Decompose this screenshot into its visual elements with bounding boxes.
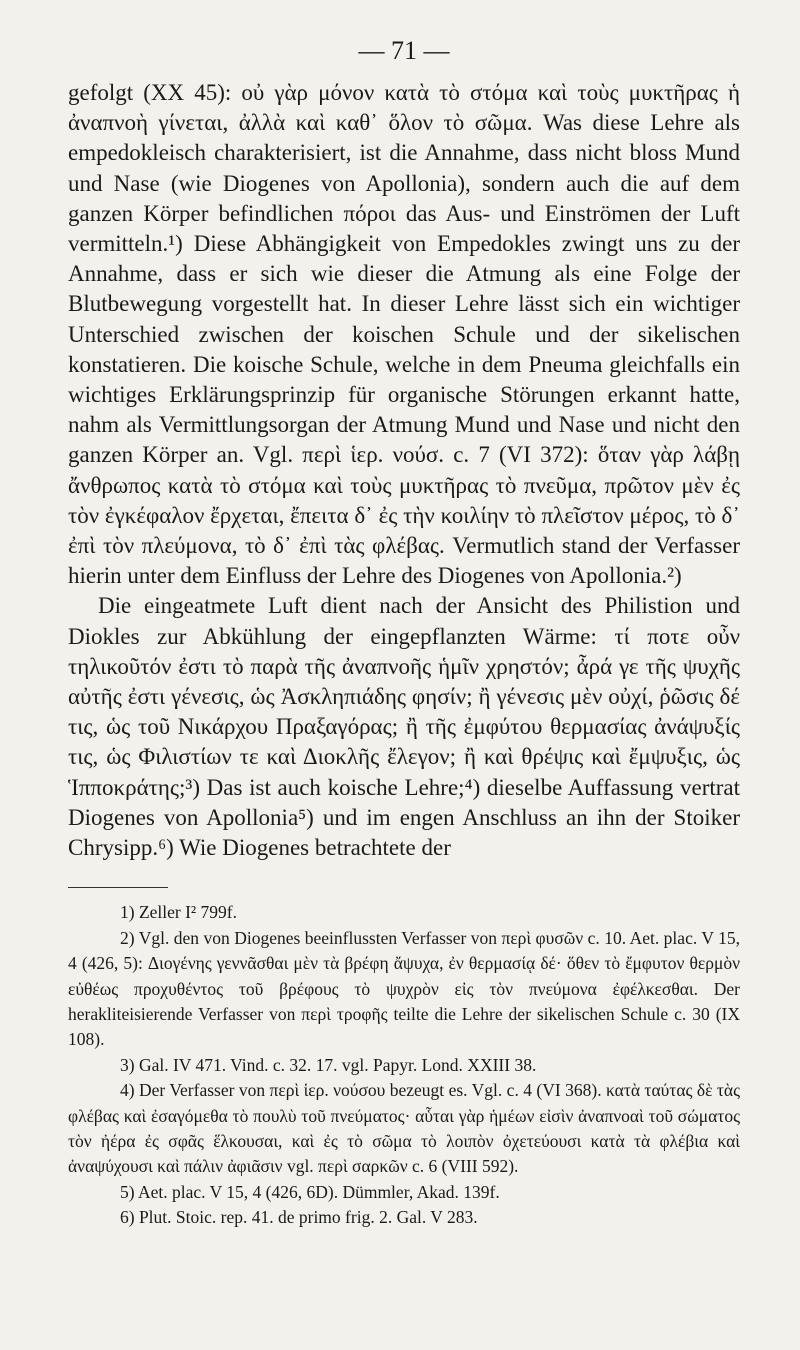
footnote-5: 5) Aet. plac. V 15, 4 (426, 6D). Dümmler, Akad. 139f. (120, 1181, 500, 1202)
footnote-divider (68, 887, 168, 888)
footnote-2: 2) Vgl. den von Diogenes beeinflussten Verfasser von περὶ φυσῶν c. 10. Aet. plac. V 15, 4 (426, 5): Διογένης γεννᾶσθαι μὲν τὰ βρέφη ἄψυχα, ἐν θερμασίᾳ δέ· ὅθεν τὸ ἔμφυτον θερμὸν εὐθέως προχυθέντος τοῦ βρέφους τὸ ψυχρὸν εἰς τὸν πνεύμονα ἐφέλκεσθαι. Der herakliteisierende Verfasser von περὶ τροφῆς teilte die Lehre der sikelischen Schule c. 30 (IX 108). (68, 927, 740, 1050)
footnote-4: 4) Der Verfasser von περὶ ἱερ. νούσου bezeugt es. Vgl. c. 4 (VI 368). κατὰ ταύτας δὲ τὰς φλέβας καὶ ἐσαγόμεθα τὸ πουλὺ τοῦ πνεύματος· αὗται γὰρ ἡμέων εἰσὶν ἀναπνοαὶ τοῦ σώματος τὸν ἠέρα ἐς σφᾶς ἕλκουσαι, καὶ ἐς τὸ σῶμα τὸ λοιπὸν ὀχετεύουσι κατὰ τὰ φλέβια καὶ ἀναψύχουσι καὶ πάλιν ἀφιᾶσιν vgl. περὶ σαρκῶν c. 6 (VIII 592). (68, 1080, 740, 1177)
paragraph-2: Die eingeatmete Luft dient nach der Ansicht des Philistion und Diokles zur Abkühlung der eingepflanzten Wärme: τί ποτε οὖν τηλικοῦτόν ἐστι τὸ παρὰ τῆς ἀναπνοῆς ἡμῖν χρηστόν; ἆρά γε τῆς ψυχῆς αὐτῆς ἐστι γένεσις, ὡς Ἀσκληπιάδης φησίν; ἢ γένεσις μὲν οὐχί, ῥῶσις δέ τις, ὡς τοῦ Νικάρχου Πραξαγόρας; ἢ τῆς ἐμφύτου θερμασίας ἀνάψυξίς τις, ὡς Φιλιστίων τε καὶ Διοκλῆς ἔλεγον; ἢ καὶ θρέψις καὶ ἔμψυξις, ὡς Ἱπποκράτης;³) Das ist auch koische Lehre;⁴) dieselbe Auffassung vertrat Diogenes von Apollonia⁵) und im engen Anschluss an ihn der Stoiker Chrysipp.⁶) Wie Diogenes betrachtete der (68, 593, 740, 861)
footnote-1: 1) Zeller I² 799f. (120, 902, 238, 923)
main-text (68, 78, 740, 863)
footnotes (68, 900, 740, 1230)
page-number: — 71 — (358, 36, 450, 65)
footnote-3: 3) Gal. IV 471. Vind. c. 32. 17. vgl. Papyr. Lond. XXIII 38. (120, 1054, 537, 1075)
paragraph-1: gefolgt (XX 45): οὐ γὰρ μόνον κατὰ τὸ στόμα καὶ τοὺς μυκτῆρας ἡ ἀναπνοὴ γίνεται, ἀλλὰ καὶ καθ᾽ ὅλον τὸ σῶμα. Was diese Lehre als empedokleisch charakterisiert, ist die Annahme, dass nicht bloss Mund und Nase (wie Diogenes von Apollonia), sondern auch die auf dem ganzen Körper befindlichen πόροι das Aus- und Einströmen der Luft vermitteln.¹) Diese Abhängigkeit von Empedokles zwingt uns zu der Annahme, dass er sich wie dieser die Atmung als eine Folge der Blutbewegung vorgestellt hat. In dieser Lehre lässt sich ein wichtiger Unterschied zwischen der koischen Schule und der sikelischen konstatieren. Die koische Schule, welche in dem Pneuma gleichfalls ein wichtiges Erklärungsprinzip für organische Störungen erkannt hatte, nahm als Vermittlungsorgan der Atmung Mund und Nase und nicht den ganzen Körper an. Vgl. περὶ ἱερ. νούσ. c. 7 (VI 372): ὅταν γὰρ λάβῃ ἄνθρωπος κατὰ τὸ στόμα καὶ τοὺς μυκτῆρας τὸ πνεῦμα, πρῶτον μὲν ἐς τὸν ἐγκέφαλον ἔρχεται, ἔπειτα δ᾽ ἐς τὴν κοιλίην τὸ πλεῖστον μέρος, τὸ δ᾽ ἐπὶ τὸν πλεύμονα, τὸ δ᾽ ἐπὶ τὰς φλέβας. Vermutlich stand der Verfasser hierin unter dem Einfluss der Lehre des Diogenes von Apollonia.²) (68, 80, 740, 589)
footnote-6: 6) Plut. Stoic. rep. 41. de primo frig. 2. Gal. V 283. (120, 1207, 478, 1228)
